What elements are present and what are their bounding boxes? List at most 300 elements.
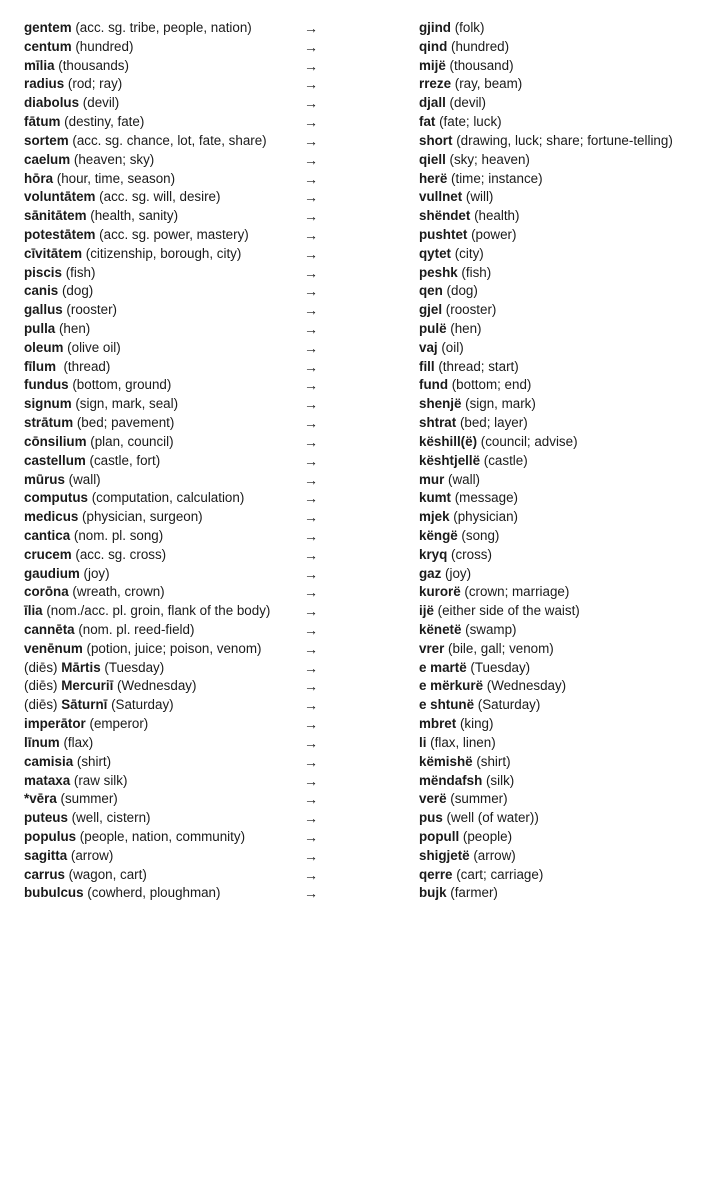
latin-entry [24, 489, 244, 508]
latin-word: pulla [24, 321, 56, 336]
latin-gloss: (Tuesday) [100, 659, 165, 675]
latin-entry [24, 433, 174, 452]
right-arrow-icon: → [304, 57, 318, 74]
right-arrow-icon: → [304, 584, 318, 601]
latin-gloss: (people, nation, community) [76, 828, 246, 844]
right-arrow-icon: → [304, 245, 318, 262]
latin-word: carrus [24, 866, 65, 882]
albanian-gloss: (crown; marriage) [460, 584, 570, 600]
albanian-entry [419, 508, 518, 527]
albanian-gloss: (people) [459, 828, 513, 844]
albanian-entry [419, 866, 543, 885]
right-arrow-icon: → [304, 527, 318, 544]
albanian-entry [419, 132, 673, 151]
albanian-word: kurorë [419, 584, 461, 600]
albanian-entry [419, 301, 496, 320]
albanian-entry [419, 433, 578, 452]
table-row [24, 565, 704, 584]
latin-entry [24, 358, 110, 377]
albanian-gloss: (cart; carriage) [452, 866, 544, 882]
albanian-entry [419, 19, 484, 38]
table-row [24, 19, 704, 38]
albanian-entry [419, 57, 514, 76]
latin-entry [24, 75, 122, 94]
right-arrow-icon: → [304, 452, 318, 469]
right-arrow-icon: → [304, 377, 318, 394]
table-row [24, 884, 704, 903]
albanian-gloss: (silk) [482, 772, 515, 788]
right-arrow-icon: → [304, 283, 318, 300]
latin-word: hōra [24, 170, 54, 186]
albanian-entry [419, 640, 554, 659]
table-row [24, 489, 704, 508]
latin-gloss: (flax) [59, 734, 94, 750]
latin-entry [24, 414, 174, 433]
albanian-gloss: (joy) [441, 565, 472, 581]
latin-entry [24, 57, 129, 76]
latin-entry [24, 677, 196, 696]
latin-gloss: (health, sanity) [86, 208, 179, 224]
albanian-gloss: (fish) [457, 264, 492, 280]
right-arrow-icon: → [304, 321, 318, 337]
right-arrow-icon: → [304, 95, 318, 112]
albanian-gloss: (Saturday) [474, 697, 541, 713]
albanian-entry [419, 376, 531, 395]
albanian-entry [419, 489, 518, 508]
albanian-gloss: (arrow) [469, 847, 516, 863]
table-row [24, 226, 704, 245]
albanian-gloss: (hundred) [447, 38, 510, 54]
latin-entry [24, 339, 121, 358]
albanian-gloss: (folk) [450, 20, 485, 35]
albanian-gloss: (sky; heaven) [445, 151, 530, 167]
table-row [24, 245, 704, 264]
table-row [24, 358, 704, 377]
latin-gloss: (wall) [64, 471, 101, 487]
albanian-word: pushtet [419, 226, 468, 242]
right-arrow-icon: → [304, 565, 318, 582]
table-row [24, 376, 704, 395]
albanian-word: verë [419, 791, 447, 807]
albanian-word: mëndafsh [419, 772, 483, 788]
latin-entry [24, 696, 174, 715]
albanian-gloss: (drawing, luck; share; fortune-telling) [452, 132, 673, 148]
latin-word: camisia [24, 753, 74, 769]
albanian-word: vullnet [419, 189, 463, 205]
latin-gloss: (summer) [56, 791, 118, 807]
latin-gloss: (sign, mark, seal) [71, 396, 179, 412]
albanian-gloss: (fate; luck) [435, 114, 502, 130]
right-arrow-icon: → [304, 640, 318, 657]
latin-entry [24, 734, 93, 753]
albanian-gloss: (dog) [442, 283, 478, 299]
albanian-word: fund [419, 377, 448, 393]
latin-gloss: (hen) [55, 321, 91, 336]
albanian-word: kumt [419, 490, 451, 506]
latin-gloss: (acc. sg. power, mastery) [95, 226, 249, 242]
latin-gloss: (raw silk) [70, 772, 128, 788]
latin-word: sagitta [24, 847, 68, 863]
table-row [24, 113, 704, 132]
albanian-entry [419, 715, 493, 734]
latin-word: strātum [24, 415, 74, 431]
table-row [24, 151, 704, 170]
albanian-word: qen [419, 283, 443, 299]
latin-word: venēnum [24, 640, 83, 656]
latin-entry [24, 621, 194, 640]
albanian-word: gjel [419, 302, 443, 318]
latin-entry [24, 828, 245, 847]
albanian-word: e mërkurë [419, 678, 484, 694]
latin-entry [24, 809, 151, 828]
table-row [24, 866, 704, 885]
latin-word: computus [24, 490, 88, 506]
albanian-entry [419, 188, 493, 207]
latin-prefix: (diēs) [24, 697, 62, 713]
latin-gloss: (devil) [79, 95, 120, 111]
table-row [24, 677, 704, 696]
albanian-gloss: (physician) [449, 509, 518, 525]
latin-entry [24, 226, 249, 245]
albanian-gloss: (bed; layer) [456, 415, 528, 431]
latin-word: castellum [24, 452, 86, 468]
albanian-gloss: (sign, mark) [461, 396, 536, 412]
albanian-gloss: (bile, gall; venom) [444, 640, 554, 656]
albanian-gloss: (Tuesday) [466, 659, 531, 675]
latin-gloss: (hour, time, season) [53, 170, 176, 186]
latin-word: caelum [24, 151, 71, 167]
latin-entry [24, 583, 165, 602]
latin-entry [24, 38, 133, 57]
albanian-entry [419, 884, 498, 903]
latin-gloss: (acc. sg. tribe, people, nation) [71, 20, 252, 35]
table-row [24, 414, 704, 433]
albanian-entry [419, 790, 508, 809]
latin-word: fīlum [24, 358, 56, 374]
albanian-word: kryq [419, 546, 448, 562]
latin-entry [24, 866, 147, 885]
table-row [24, 75, 704, 94]
right-arrow-icon: → [304, 302, 318, 319]
albanian-word: gjind [419, 20, 451, 35]
albanian-gloss: (oil) [437, 339, 464, 355]
albanian-gloss: (ray, beam) [451, 76, 523, 92]
albanian-gloss: (summer) [446, 791, 508, 807]
latin-word: medicus [24, 509, 79, 525]
albanian-gloss: (cross) [447, 546, 492, 562]
albanian-entry [419, 809, 539, 828]
latin-word: signum [24, 396, 72, 412]
latin-word: mīlia [24, 57, 55, 73]
table-row [24, 659, 704, 678]
albanian-gloss: (swamp) [461, 622, 517, 637]
albanian-gloss: (well (of water)) [442, 810, 539, 826]
table-row [24, 471, 704, 490]
latin-word: corōna [24, 584, 69, 600]
table-row [24, 38, 704, 57]
right-arrow-icon: → [304, 358, 318, 375]
table-row [24, 847, 704, 866]
right-arrow-icon: → [304, 753, 318, 770]
albanian-entry [419, 226, 516, 245]
latin-gloss: (emperor) [85, 716, 149, 732]
albanian-word: kënetë [419, 622, 462, 637]
latin-word: *vēra [24, 791, 57, 807]
albanian-entry [419, 94, 486, 113]
right-arrow-icon: → [304, 208, 318, 225]
albanian-word: këngë [419, 527, 458, 543]
table-row [24, 734, 704, 753]
albanian-word: vrer [419, 640, 445, 656]
latin-word: cantica [24, 527, 71, 543]
latin-entry [24, 320, 90, 339]
latin-word: fundus [24, 377, 69, 393]
albanian-word: rreze [419, 76, 452, 92]
albanian-gloss: (thread; start) [434, 358, 519, 374]
latin-gloss: (cowherd, ploughman) [83, 885, 221, 901]
latin-word: līnum [24, 734, 60, 750]
latin-word: populus [24, 828, 77, 844]
albanian-entry [419, 734, 496, 753]
albanian-entry [419, 677, 566, 696]
table-row [24, 282, 704, 301]
albanian-word: e shtunë [419, 697, 475, 713]
right-arrow-icon: → [304, 151, 318, 168]
latin-word: mataxa [24, 772, 71, 788]
albanian-word: shëndet [419, 208, 471, 224]
latin-gloss: (acc. sg. will, desire) [95, 189, 221, 205]
latin-word: gentem [24, 20, 72, 35]
latin-entry [24, 376, 171, 395]
albanian-word: herë [419, 170, 448, 186]
albanian-entry [419, 546, 492, 565]
albanian-word: fill [419, 358, 435, 374]
right-arrow-icon: → [304, 471, 318, 488]
latin-gloss: (nom. pl. song) [70, 527, 164, 543]
albanian-word: shenjë [419, 396, 462, 412]
latin-gloss: (acc. sg. chance, lot, fate, share) [68, 132, 267, 148]
latin-entry [24, 395, 178, 414]
latin-entry [24, 602, 270, 621]
latin-gloss: (acc. sg. cross) [71, 546, 167, 562]
albanian-word: short [419, 132, 453, 148]
albanian-gloss: (flax, linen) [426, 734, 496, 750]
latin-entry [24, 94, 119, 113]
albanian-gloss: (will) [462, 189, 494, 205]
latin-entry [24, 847, 113, 866]
right-arrow-icon: → [304, 490, 318, 507]
latin-word: potestātem [24, 226, 96, 242]
latin-gloss: (heaven; sky) [70, 151, 155, 167]
table-row [24, 433, 704, 452]
table-row [24, 170, 704, 189]
albanian-entry [419, 75, 522, 94]
right-arrow-icon: → [304, 396, 318, 413]
latin-entry [24, 546, 166, 565]
albanian-entry [419, 753, 511, 772]
table-row [24, 188, 704, 207]
latin-word: bubulcus [24, 885, 84, 901]
albanian-entry [419, 659, 530, 678]
albanian-entry [419, 395, 536, 414]
table-row [24, 132, 704, 151]
albanian-gloss: (Wednesday) [483, 678, 567, 694]
albanian-entry [419, 320, 482, 339]
albanian-word: pulë [419, 321, 447, 336]
latin-entry [24, 659, 164, 678]
albanian-entry [419, 847, 516, 866]
latin-entry [24, 151, 154, 170]
albanian-gloss: (council; advise) [477, 433, 578, 449]
right-arrow-icon: → [304, 264, 318, 281]
albanian-word: mijë [419, 57, 446, 73]
latin-word: diabolus [24, 95, 80, 111]
albanian-word: e martë [419, 659, 467, 675]
albanian-gloss: (farmer) [446, 885, 498, 901]
latin-word: mūrus [24, 471, 65, 487]
albanian-word: kështjellë [419, 452, 481, 468]
latin-gloss: (joy) [79, 565, 110, 581]
latin-word: Mercuriī [61, 678, 114, 694]
albanian-word: gaz [419, 565, 442, 581]
table-row [24, 696, 704, 715]
latin-gloss: (thousands) [54, 57, 129, 73]
albanian-word: qerre [419, 866, 453, 882]
albanian-entry [419, 38, 509, 57]
right-arrow-icon: → [304, 76, 318, 93]
latin-entry [24, 527, 163, 546]
latin-word: gallus [24, 302, 63, 318]
right-arrow-icon: → [304, 885, 318, 902]
table-row [24, 395, 704, 414]
albanian-word: qiell [419, 151, 446, 167]
right-arrow-icon: → [304, 659, 318, 676]
albanian-entry [419, 621, 517, 640]
albanian-gloss: (devil) [445, 95, 486, 111]
latin-entry [24, 301, 117, 320]
table-row [24, 772, 704, 791]
table-row [24, 715, 704, 734]
latin-entry [24, 207, 178, 226]
albanian-gloss: (hen) [446, 321, 482, 336]
latin-entry [24, 471, 101, 490]
albanian-entry [419, 113, 502, 132]
table-row [24, 790, 704, 809]
latin-gloss: (olive oil) [63, 339, 121, 355]
albanian-word: shigjetë [419, 847, 470, 863]
albanian-entry [419, 602, 580, 621]
right-arrow-icon: → [304, 132, 318, 149]
latin-gloss: (computation, calculation) [87, 490, 245, 506]
table-row [24, 57, 704, 76]
latin-word: canis [24, 283, 59, 299]
latin-word: sānitātem [24, 208, 87, 224]
latin-gloss: (bottom, ground) [68, 377, 172, 393]
latin-gloss: (plan, council) [86, 433, 174, 449]
latin-gloss: (fish) [61, 264, 96, 280]
table-row [24, 508, 704, 527]
table-row [24, 602, 704, 621]
latin-entry [24, 640, 261, 659]
table-row [24, 809, 704, 828]
table-row [24, 583, 704, 602]
latin-gloss: (Wednesday) [113, 678, 197, 694]
table-row [24, 527, 704, 546]
right-arrow-icon: → [304, 847, 318, 864]
table-row [24, 301, 704, 320]
albanian-gloss: (king) [456, 716, 494, 732]
latin-gloss: (arrow) [67, 847, 114, 863]
albanian-gloss: (message) [451, 490, 518, 506]
latin-entry [24, 884, 220, 903]
latin-gloss: (bed; pavement) [73, 415, 175, 431]
latin-entry [24, 790, 118, 809]
albanian-gloss: (either side of the waist) [433, 603, 580, 619]
albanian-word: popull [419, 828, 460, 844]
right-arrow-icon: → [304, 734, 318, 751]
albanian-entry [419, 452, 528, 471]
latin-gloss: (rod; ray) [64, 76, 123, 92]
latin-gloss: (destiny, fate) [60, 114, 145, 130]
albanian-entry [419, 828, 512, 847]
latin-gloss: (nom./acc. pl. groin, flank of the body) [42, 603, 271, 619]
right-arrow-icon: → [304, 866, 318, 883]
latin-word: radius [24, 76, 65, 92]
right-arrow-icon: → [304, 339, 318, 356]
table-row [24, 621, 704, 640]
latin-word: cīvitātem [24, 245, 83, 261]
latin-word: Mārtis [61, 659, 101, 675]
albanian-entry [419, 583, 569, 602]
table-row [24, 339, 704, 358]
latin-gloss: (wreath, crown) [68, 584, 165, 600]
right-arrow-icon: → [304, 226, 318, 243]
latin-word: centum [24, 38, 72, 54]
albanian-word: shtrat [419, 415, 457, 431]
albanian-entry [419, 170, 543, 189]
latin-gloss: (shirt) [73, 753, 112, 769]
right-arrow-icon: → [304, 828, 318, 845]
albanian-entry [419, 207, 519, 226]
right-arrow-icon: → [304, 546, 318, 563]
albanian-entry [419, 245, 484, 264]
albanian-entry [419, 151, 530, 170]
table-row [24, 828, 704, 847]
latin-gloss: (well, cistern) [67, 810, 151, 826]
albanian-entry [419, 282, 478, 301]
table-row [24, 320, 704, 339]
latin-gloss: (hundred) [71, 38, 134, 54]
latin-word: Sāturnī [61, 697, 108, 713]
latin-word: cōnsilium [24, 433, 87, 449]
latin-gloss: (potion, juice; poison, venom) [82, 640, 262, 656]
latin-gloss: (dog) [58, 283, 94, 299]
albanian-gloss: (castle) [480, 452, 528, 468]
albanian-word: vaj [419, 339, 438, 355]
albanian-word: qind [419, 38, 448, 54]
albanian-gloss: (time; instance) [447, 170, 543, 186]
albanian-gloss: (song) [457, 527, 500, 543]
albanian-word: mur [419, 471, 445, 487]
right-arrow-icon: → [304, 20, 318, 36]
latin-entry [24, 772, 127, 791]
right-arrow-icon: → [304, 189, 318, 206]
latin-gloss: (wagon, cart) [64, 866, 147, 882]
latin-gloss: (thread) [56, 358, 111, 374]
albanian-gloss: (shirt) [472, 753, 511, 769]
albanian-gloss: (wall) [444, 471, 481, 487]
right-arrow-icon: → [304, 415, 318, 432]
